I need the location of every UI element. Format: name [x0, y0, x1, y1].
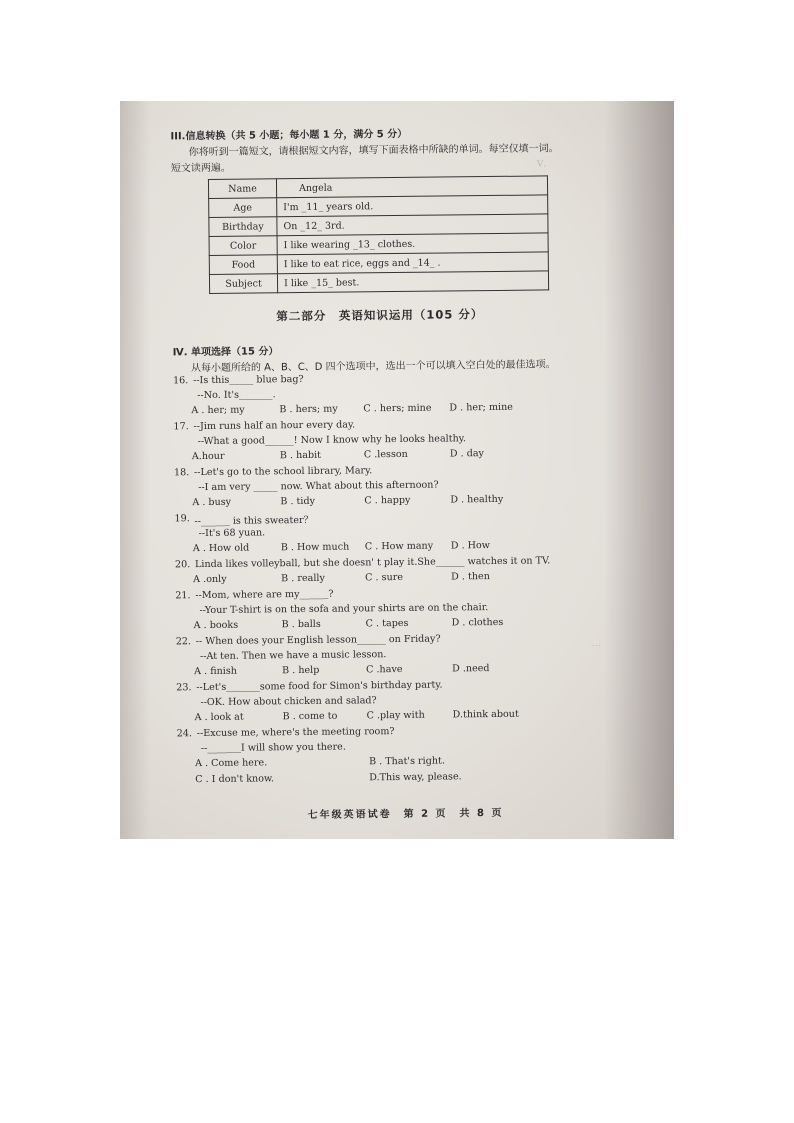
answer-option: C . tapes — [365, 617, 409, 630]
answer-option: D . healthy — [450, 493, 504, 506]
answer-option: C . happy — [364, 494, 411, 507]
question-number: 20. — [174, 559, 191, 571]
part2-title: 第二部分 英语知识运用（105 分） — [276, 307, 484, 324]
question-line-2: --No. It's_______. — [197, 389, 276, 402]
table-key: Name — [208, 179, 276, 199]
answer-option: A . look at — [194, 711, 244, 724]
section3-instruction-1: 你将听到一篇短文，请根据短文内容，填写下面表格中所缺的单词。每空仅填一词。 — [188, 143, 559, 159]
answer-option: A .only — [193, 573, 227, 586]
table-key: Birthday — [209, 217, 277, 237]
answer-option: B . tidy — [280, 495, 316, 508]
question-line-1: --Jim runs half an hour every day. — [193, 419, 356, 433]
table-value: Angela — [276, 176, 547, 198]
section4-instruction: 从每小题所给的 A、B、C、D 四个选项中，选出一个可以填入空白处的最佳选项。 — [190, 359, 556, 375]
question-number: 18. — [173, 467, 190, 479]
answer-option: A . Come here. — [195, 757, 268, 770]
answer-option: C .play with — [366, 709, 425, 722]
answer-option: D . clothes — [451, 616, 504, 629]
answer-option: A . How old — [192, 542, 250, 555]
answer-option: A . books — [193, 619, 239, 632]
answer-option: D.This way, please. — [369, 771, 462, 784]
question-number: 24. — [176, 728, 193, 740]
answer-option: C . How many — [364, 540, 434, 553]
question-line-2: --It's 68 yuan. — [198, 527, 266, 540]
answer-option: C . hers; mine — [363, 402, 432, 415]
section3-title: III.信息转换（共 5 小题；每小题 1 分，满分 5 分） — [170, 128, 408, 143]
table-value: I like wearing _13_ clothes. — [277, 233, 548, 255]
answer-option: B . help — [282, 664, 320, 677]
question-line-2: --_______I will show you there. — [200, 741, 346, 755]
table-key: Food — [209, 255, 277, 275]
page-content — [120, 101, 674, 839]
table-key: Age — [209, 198, 277, 218]
info-table — [208, 175, 549, 294]
answer-option: A . busy — [192, 496, 232, 509]
answer-option: A . finish — [194, 665, 237, 678]
answer-option: D .need — [452, 663, 490, 675]
answer-option: C .lesson — [363, 448, 408, 461]
question-number: 19. — [174, 513, 190, 525]
answer-option: D . then — [451, 571, 490, 583]
question-number: 23. — [176, 682, 192, 694]
question-line-1: --______ is this sweater？ — [194, 514, 314, 528]
question-line-2: --Your T-shirt is on the sofa and your shirts are on the chair. — [199, 602, 489, 617]
question-line-1: --Excuse me, where's the meeting room? — [196, 726, 395, 740]
answer-option: D.think about — [452, 708, 519, 721]
scanned-page-photo — [120, 101, 674, 839]
answer-option: D . her; mine — [449, 401, 514, 414]
answer-option: B . really — [281, 572, 325, 585]
table-value: I'm _11_ years old. — [277, 195, 548, 217]
answer-option: C . sure — [365, 571, 404, 584]
answer-option: C .have — [366, 663, 403, 676]
question-line-2: --At ten. Then we have a music lesson. — [199, 649, 387, 663]
question-line-1: Linda likes volleyball, but she doesn' t play it.She______ watches it on TV. — [194, 555, 551, 571]
table-value: I like to eat rice, eggs and _14_ . — [277, 252, 548, 274]
answer-option: B . habit — [279, 449, 322, 462]
question-line-2: --I am very _____ now. What about this afternoon? — [198, 479, 439, 494]
question-number: 16. — [172, 375, 189, 387]
answer-option: A . her; my — [191, 404, 245, 417]
bleed-through-text: Ⅴ. — [536, 159, 547, 170]
answer-option: B . hers; my — [279, 403, 338, 416]
answer-option: D . day — [449, 448, 485, 460]
table-value: I like _15_ best. — [277, 271, 548, 293]
answer-option: C . I don't know. — [195, 773, 275, 786]
table-row — [209, 271, 548, 294]
page-footer: 七年级英语试卷 第 2 页 共 8 页 — [307, 807, 504, 821]
answer-option: B . come to — [282, 710, 338, 723]
answer-option: D . How — [450, 540, 491, 552]
table-key: Color — [209, 236, 277, 256]
table-key: Subject — [209, 274, 277, 294]
question-line-2: --OK. How about chicken and salad? — [200, 695, 377, 709]
question-line-1: --Mom, where are my______? — [195, 588, 334, 602]
answer-option: B . balls — [281, 618, 321, 631]
question-number: 21. — [175, 590, 191, 602]
table-value: On _12_ 3rd. — [277, 214, 548, 236]
answer-option: A.hour — [191, 450, 225, 463]
question-line-1: --Let's go to the school library, Mary. — [193, 465, 373, 479]
question-number: 17. — [173, 421, 189, 433]
answer-option: B . How much — [280, 541, 350, 554]
answer-option: B . That's right. — [368, 755, 445, 768]
section4-title: Ⅳ. 单项选择（15 分） — [172, 346, 279, 359]
question-line-1: --Let's_______some food for Simon's birthday party. — [196, 679, 443, 694]
question-line-2: --What a good______! Now I know why he looks healthy. — [197, 433, 467, 448]
bleed-through-text-2: … — [591, 638, 601, 649]
section3-instruction-2: 短文读两遍。 — [170, 162, 231, 175]
question-line-1: -- When does your English lesson______ on Friday? — [195, 633, 441, 648]
question-line-1: --Is this_____ blue bag? — [192, 373, 304, 387]
question-number: 22. — [175, 636, 192, 648]
